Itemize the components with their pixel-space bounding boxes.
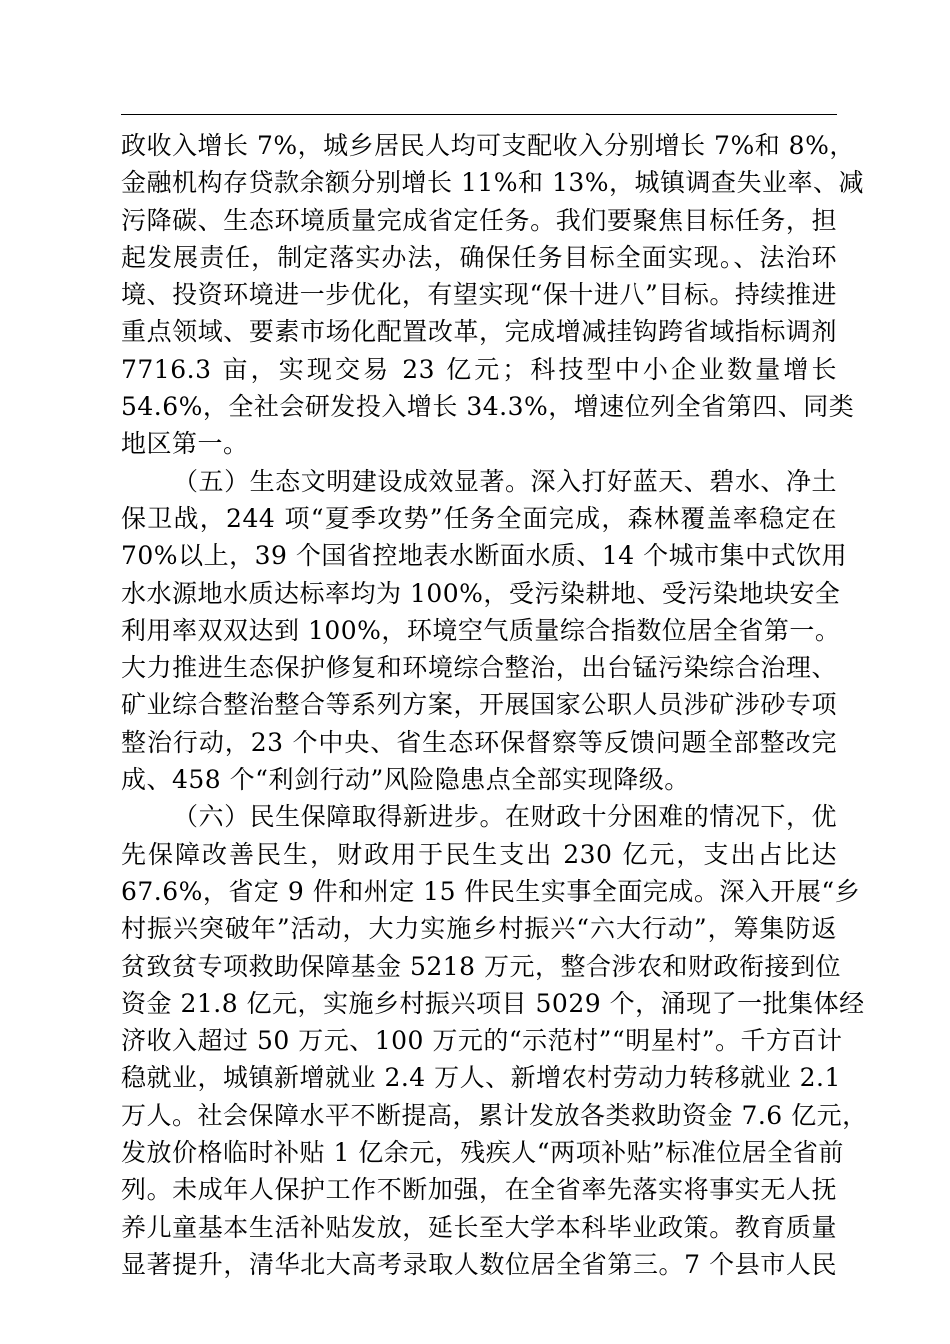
text-line: 54.6%，全社会研发投入增长 34.3%，增速位列全省第四、同类 [121,392,855,422]
text-line: 67.6%，省定 9 件和州定 15 件民生实事全面完成。深入开展“乡 [121,876,861,906]
text-line: 列。未成年人保护工作不断加强，在全省率先落实将事实无人抚 [121,1175,837,1205]
text-line: 矿业综合整治整合等系列方案，开展国家公职人员涉矿涉砂专项 [121,690,837,720]
text-line: 境、投资环境进一步优化，有望实现“保十进八”目标。持续推进 [121,280,837,310]
text-line: 7716.3 亩，实现交易 23 亿元；科技型中小企业数量增长 [121,354,837,384]
text-line: 显著提升，清华北大高考录取人数位居全省第三。7 个县市人民 [121,1249,837,1279]
text-line: 利用率双双达到 100%，环境空气质量综合指数位居全省第一。 [121,615,841,645]
text-line: 污降碳、生态环境质量完成省定任务。我们要聚焦目标任务，担 [121,205,837,235]
text-line: 70%以上，39 个国省控地表水断面水质、14 个城市集中式饮用 [121,541,848,571]
text-line: 贫致贫专项救助保障基金 5218 万元，整合涉农和财政衔接到位 [121,951,842,981]
header-rule [121,114,837,115]
text-line: 成、458 个“利剑行动”风险隐患点全部实现降级。 [121,765,690,795]
text-line: 稳就业，城镇新增就业 2.4 万人、新增农村劳动力转移就业 2.1 [121,1063,841,1093]
section-heading-line: （五）生态文明建设成效显著。深入打好蓝天、碧水、净土 [173,466,837,496]
body-text [121,127,868,1283]
text-line: 大力推进生态保护修复和环境综合整治，出台锰污染综合治理、 [121,653,837,683]
text-line: 水水源地水质达标率均为 100%，受污染耕地、受污染地块安全 [121,578,841,608]
text-line: 起发展责任，制定落实办法，确保任务目标全面实现。、法治环 [121,242,837,272]
text-line: 村振兴突破年”活动，大力实施乡村振兴“六大行动”，筹集防返 [121,914,837,944]
text-line: 地区第一。 [121,429,249,459]
text-line: 政收入增长 7%，城乡居民人均可支配收入分别增长 7%和 8%， [121,131,855,160]
text-line: 发放价格临时补贴 1 亿余元，残疾人“两项补贴”标准位居全省前 [121,1138,844,1168]
text-line: 先保障改善民生，财政用于民生支出 230 亿元，支出占比达 [121,839,837,869]
text-line: 保卫战，244 项“夏季攻势”任务全面完成，森林覆盖率稳定在 [121,503,837,533]
text-line: 整治行动，23 个中央、省生态环保督察等反馈问题全部整改完 [121,727,837,757]
text-line: 金融机构存贷款余额分别增长 11%和 13%，城镇调查失业率、减 [121,168,865,198]
text-line: 养儿童基本生活补贴发放，延长至大学本科毕业政策。教育质量 [121,1212,837,1242]
text-line: 万人。社会保障水平不断提高，累计发放各类救助资金 7.6 亿元， [121,1100,868,1130]
section-heading-line: （六）民生保障取得新进步。在财政十分困难的情况下，优 [173,802,837,832]
text-line: 资金 21.8 亿元，实施乡村振兴项目 5029 个，涌现了一批集体经 [121,988,865,1018]
text-line: 重点领域、要素市场化配置改革，完成增减挂钩跨省域指标调剂 [121,317,837,347]
text-line: 济收入超过 50 万元、100 万元的“示范村”“明星村”。千方百计 [121,1026,843,1056]
